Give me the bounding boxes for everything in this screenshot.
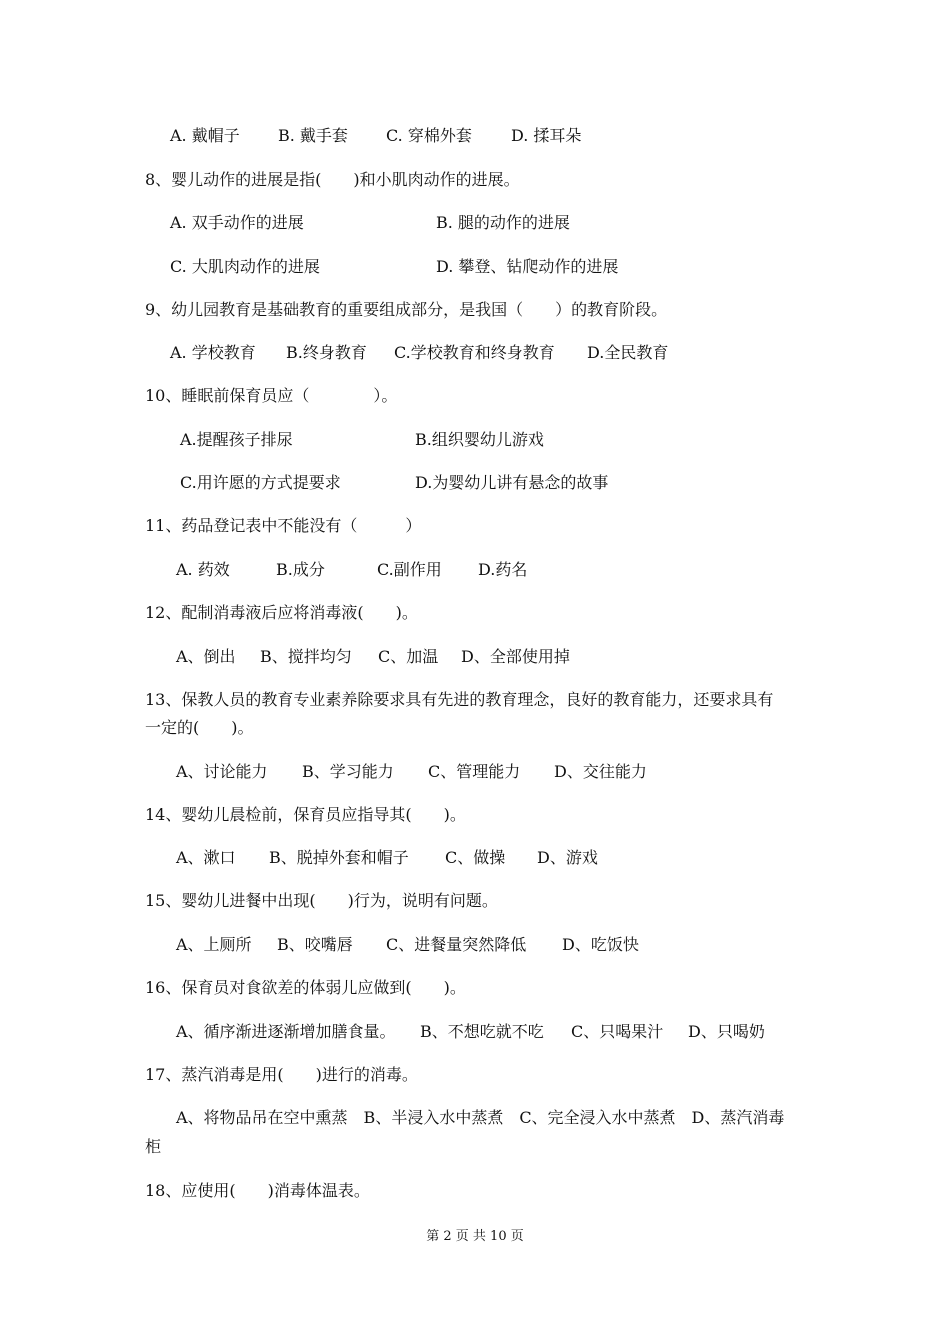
option-c: C、只喝果汁	[571, 1022, 664, 1041]
question-11: 11、药品登记表中不能没有（ ）	[145, 516, 422, 535]
option-d: D. 攀登、钻爬动作的进展	[436, 257, 619, 276]
option-d: D.全民教育	[587, 343, 669, 362]
question-17-options-line-2: 柜	[145, 1137, 162, 1156]
option-b: B. 腿的动作的进展	[436, 213, 570, 232]
option-a: A.提醒孩子排尿	[180, 430, 293, 449]
option-c: C. 大肌肉动作的进展	[170, 257, 320, 276]
option-a: A. 双手动作的进展	[170, 213, 304, 232]
option-c: C、管理能力	[428, 762, 521, 781]
option-b: B. 戴手套	[278, 126, 348, 145]
option-c: C、加温	[378, 647, 439, 666]
question-14: 14、婴幼儿晨检前，保育员应指导其( )。	[145, 805, 466, 824]
option-d: D.药名	[478, 560, 528, 579]
option-b: B、不想吃就不吃	[420, 1022, 544, 1041]
option-d: D、只喝奶	[688, 1022, 765, 1041]
question-17: 17、蒸汽消毒是用( )进行的消毒。	[145, 1065, 418, 1084]
question-10: 10、睡眠前保育员应（ ）。	[145, 386, 398, 405]
option-d: D、游戏	[537, 848, 598, 867]
option-b: B、搅拌均匀	[260, 647, 352, 666]
question-8: 8、婴儿动作的进展是指( )和小肌肉动作的进展。	[145, 170, 520, 189]
option-c: C、做操	[445, 848, 506, 867]
option-c: C. 穿棉外套	[386, 126, 472, 145]
option-a: A. 戴帽子	[170, 126, 240, 145]
option-a: A、上厕所	[176, 935, 252, 954]
option-c: C.副作用	[377, 560, 442, 579]
option-b: B.成分	[276, 560, 325, 579]
option-a: A、倒出	[176, 647, 236, 666]
option-b: B、学习能力	[302, 762, 394, 781]
option-d: D.为婴幼儿讲有悬念的故事	[415, 473, 609, 492]
option-b: B.终身教育	[286, 343, 367, 362]
question-13-line-2: 一定的( )。	[145, 718, 254, 737]
option-b: B、脱掉外套和帽子	[269, 848, 409, 867]
question-9: 9、幼儿园教育是基础教育的重要组成部分，是我国（ ）的教育阶段。	[145, 300, 668, 319]
option-a: A. 学校教育	[170, 343, 256, 362]
option-b: B.组织婴幼儿游戏	[415, 430, 544, 449]
question-15: 15、婴幼儿进餐中出现( )行为，说明有问题。	[145, 891, 498, 910]
option-a: A、循序渐进逐渐增加膳食量。	[176, 1022, 396, 1041]
option-a: A、漱口	[176, 848, 236, 867]
option-d: D、吃饭快	[562, 935, 639, 954]
option-c: C、进餐量突然降低	[386, 935, 527, 954]
question-18: 18、应使用( )消毒体温表。	[145, 1181, 370, 1200]
option-a: A. 药效	[176, 560, 230, 579]
option-b: B、咬嘴唇	[277, 935, 353, 954]
option-d: D. 揉耳朵	[511, 126, 582, 145]
option-d: D、全部使用掉	[461, 647, 570, 666]
question-12: 12、配制消毒液后应将消毒液( )。	[145, 603, 418, 622]
page-footer: 第 2 页 共 10 页	[426, 1229, 524, 1244]
option-c: C.用许愿的方式提要求	[180, 473, 341, 492]
option-a: A、讨论能力	[176, 762, 268, 781]
option-d: D、交往能力	[554, 762, 647, 781]
option-c: C.学校教育和终身教育	[394, 343, 555, 362]
question-16: 16、保育员对食欲差的体弱儿应做到( )。	[145, 978, 466, 997]
question-17-options-line-1: A、将物品吊在空中熏蒸 B、半浸入水中蒸煮 C、完全浸入水中蒸煮 D、蒸汽消毒	[176, 1108, 785, 1127]
question-13-line-1: 13、保教人员的教育专业素养除要求具有先进的教育理念，良好的教育能力，还要求具有	[145, 690, 774, 709]
